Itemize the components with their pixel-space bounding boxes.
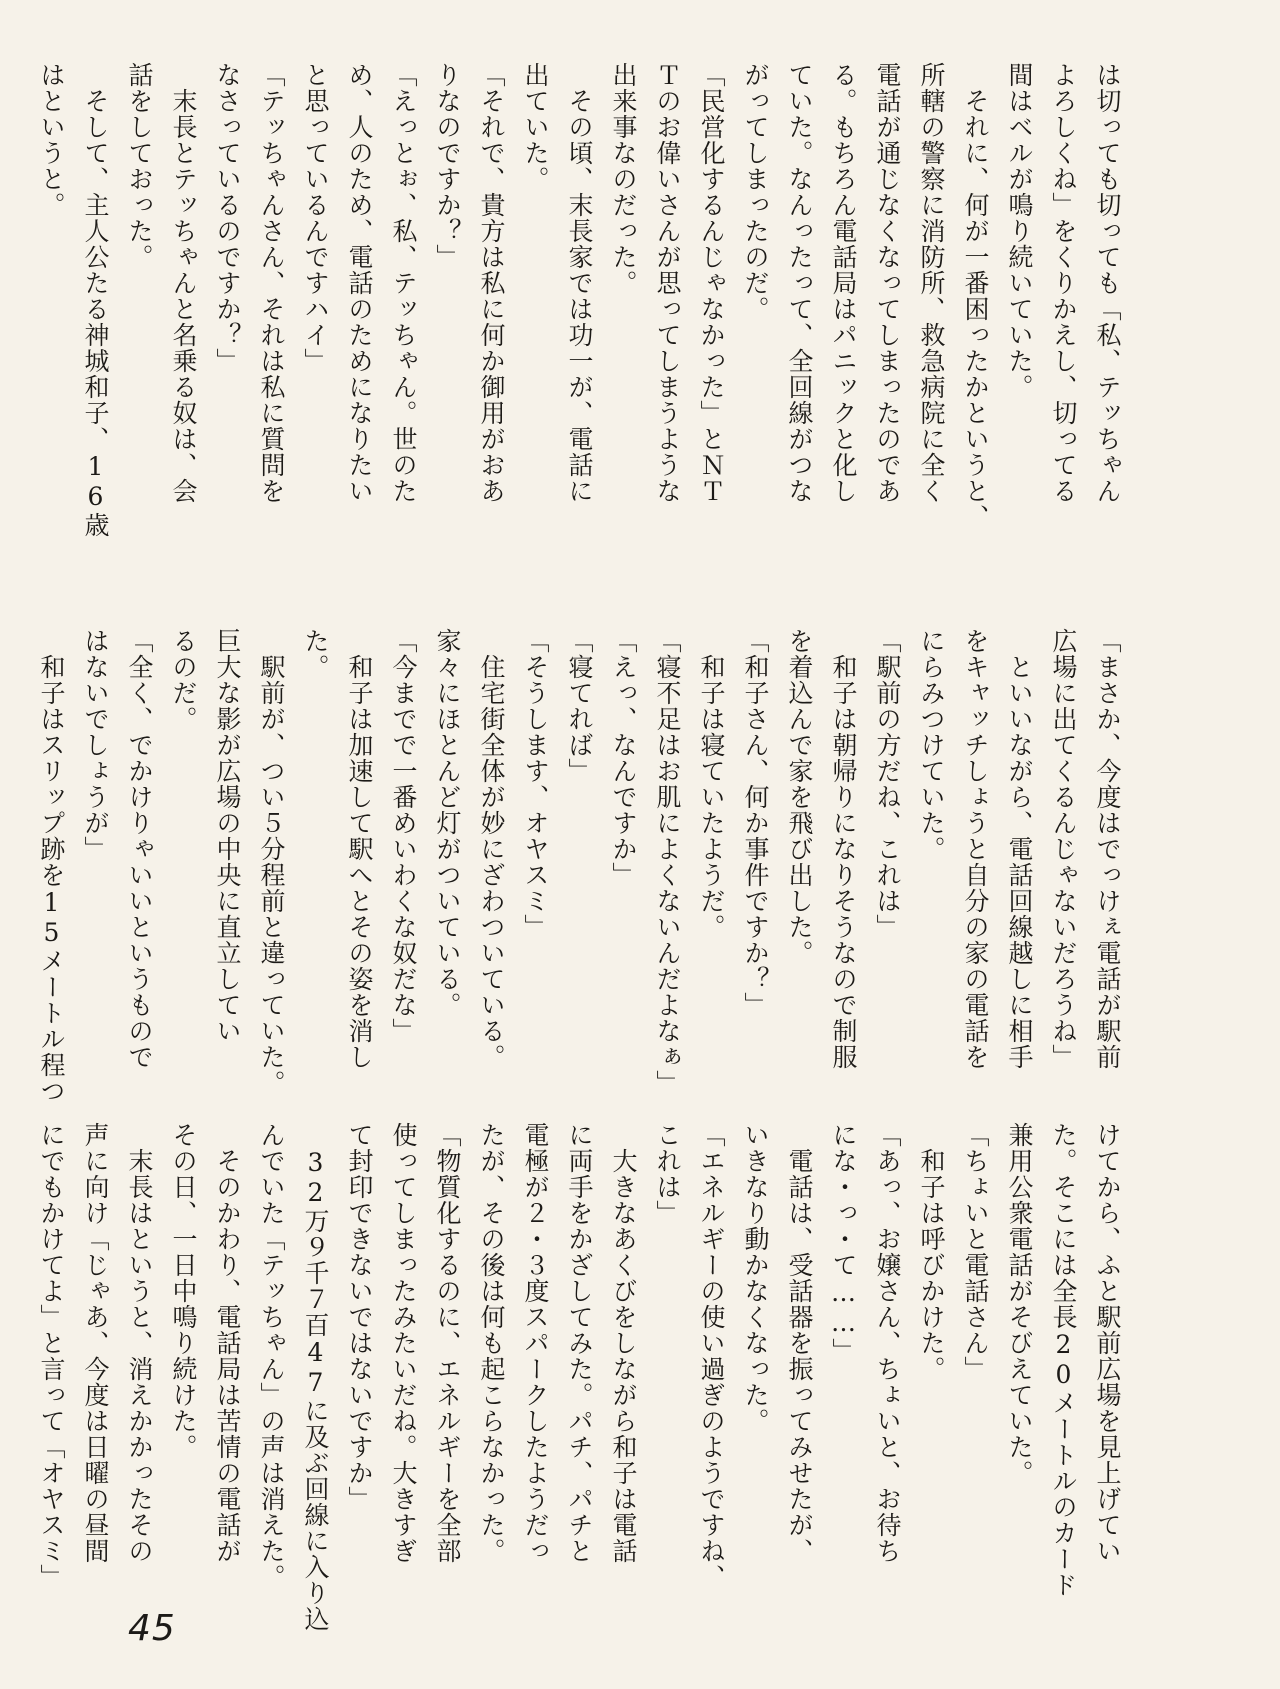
- text-column: を着込んで家を飛び出した。: [785, 628, 814, 966]
- text-column: 「ちょいと電話さん」: [961, 1122, 990, 1382]
- text-column: たが、その後は何も起こらなかった。: [477, 1122, 506, 1564]
- text-column: その頃、末長家では功一が、電話に: [565, 62, 594, 504]
- text-column: 和子は加速して駅へとその姿を消し: [345, 628, 374, 1070]
- text-column: 「テッちゃんさん、それは私に質問を: [257, 62, 286, 504]
- text-column: 大きなあくびをしながら和子は電話: [609, 1122, 638, 1564]
- text-column: にな・っ・て……」: [829, 1122, 858, 1364]
- text-column: 間はベルが鳴り続いていた。: [1005, 62, 1034, 400]
- text-column: ていた。なんったって、全回線がつな: [785, 62, 814, 504]
- text-column: 家々にほとんど灯がついている。: [433, 628, 462, 1018]
- text-column: 「全く、でかけりゃいいというもので: [125, 628, 154, 1070]
- text-column: けてから、ふと駅前広場を見上げてい: [1093, 1122, 1122, 1564]
- text-column: 兼用公衆電話がそびえていた。: [1005, 1122, 1034, 1486]
- text-column: これは」: [653, 1122, 682, 1226]
- text-column: 和子はスリップ跡を15メートル程つ: [37, 628, 66, 1104]
- text-column: そのかわり、電話局は苦情の電話が: [213, 1122, 242, 1564]
- text-column: 和子は呼びかけた。: [917, 1122, 946, 1382]
- text-column: は切っても切っても「私、テッちゃん: [1093, 62, 1122, 504]
- text-column: にでもかけてよ」と言って「オヤスミ」: [37, 1122, 66, 1590]
- text-column: 32万９千７百47に及ぶ回線に入り込: [301, 1122, 330, 1632]
- text-column: め、人のため、電話のためになりたい: [345, 62, 374, 504]
- text-column: るのだ。: [169, 628, 198, 732]
- text-column: 電極が２・３度スパークしたようだっ: [521, 1122, 550, 1564]
- text-column: 「エネルギーの使い過ぎのようですね、: [697, 1122, 726, 1590]
- text-column: た。そこには全長20メートルのカード: [1049, 1122, 1078, 1598]
- text-column: て封印できないではないですか」: [345, 1122, 374, 1512]
- text-column: に両手をかざしてみた。パチ、パチと: [565, 1122, 594, 1564]
- text-column: 巨大な影が広場の中央に直立してい: [213, 628, 242, 1044]
- text-column: にらみつけていた。: [917, 628, 946, 862]
- text-column: Ｔのお偉いさんが思ってしまうような: [653, 62, 682, 504]
- text-column: 「今までで一番めいわくな奴だな」: [389, 628, 418, 1044]
- text-column: それに、何が一番困ったかというと、: [961, 62, 990, 530]
- text-column: 声に向け「じゃあ、今度は日曜の昼間: [81, 1122, 110, 1564]
- text-column: 電話が通じなくなってしまったのであ: [873, 62, 902, 504]
- text-column: はというと。: [37, 62, 66, 218]
- text-column: 「寝不足はお肌によくないんだよなぁ」: [653, 628, 682, 1096]
- text-column: 和子は朝帰りになりそうなので制服: [829, 628, 858, 1070]
- text-column: 「えっとぉ、私、テッちゃん。世のた: [389, 62, 418, 504]
- text-column: りなのですか？」: [433, 62, 462, 270]
- text-column: 末長はというと、消えかかったその: [125, 1122, 154, 1564]
- text-column: 出ていた。: [521, 62, 550, 192]
- text-column: 「そうします、オヤスミ」: [521, 628, 550, 940]
- text-column: 出来事なのだった。: [609, 62, 638, 296]
- text-column: はないでしょうが」: [81, 628, 110, 862]
- text-column: 「あっ、お嬢さん、ちょいと、お待ち: [873, 1122, 902, 1564]
- text-column: 「まさか、今度はでっけぇ電話が駅前: [1093, 628, 1122, 1070]
- text-column: 所轄の警察に消防所、救急病院に全く: [917, 62, 946, 504]
- text-column: 和子は寝ていたようだ。: [697, 628, 726, 940]
- text-tier-top: [37, 62, 1128, 607]
- text-tier-middle: [37, 628, 1128, 1104]
- text-column: 話をしておった。: [125, 62, 154, 270]
- text-column: 広場に出てくるんじゃないだろうね」: [1049, 628, 1078, 1070]
- text-column: た。: [301, 628, 330, 680]
- text-column: と思っているんですハイ」: [301, 62, 330, 374]
- text-column: 「それで、貴方は私に何か御用がおあ: [477, 62, 506, 504]
- text-column: 使ってしまったみたいだね。大きすぎ: [389, 1122, 418, 1564]
- text-column: 「えっ、なんですか」: [609, 628, 638, 888]
- text-column: る。もちろん電話局はパニックと化し: [829, 62, 858, 504]
- text-column: といいながら、電話回線越しに相手: [1005, 628, 1034, 1070]
- text-column: そして、主人公たる神城和子、16歳: [81, 62, 110, 538]
- text-column: いきなり動かなくなった。: [741, 1122, 770, 1434]
- text-column: んでいた「テッちゃん」の声は消えた。: [257, 1122, 286, 1590]
- text-column: がってしまったのだ。: [741, 62, 770, 322]
- page-number: 45: [128, 1608, 176, 1649]
- text-column: 末長とテッちゃんと名乗る奴は、会: [169, 62, 198, 504]
- text-column: よろしくね」をくりかえし、切ってる: [1049, 62, 1078, 504]
- text-column: 駅前が、つい５分程前と違っていた。: [257, 628, 286, 1096]
- text-column: 「和子さん、何か事件ですか？」: [741, 628, 770, 1018]
- text-column: なさっているのですか？」: [213, 62, 242, 374]
- text-column: 「駅前の方だね、これは」: [873, 628, 902, 940]
- text-column: 住宅街全体が妙にざわついている。: [477, 628, 506, 1070]
- text-column: その日、一日中鳴り続けた。: [169, 1122, 198, 1460]
- text-column: 「民営化するんじゃなかった」とＮＴ: [697, 62, 726, 504]
- text-column: 「寝てれば」: [565, 628, 594, 784]
- text-column: をキャッチしょうと自分の家の電話を: [961, 628, 990, 1070]
- text-column: 「物質化するのに、エネルギーを全部: [433, 1122, 462, 1564]
- text-column: 電話は、受話器を振ってみせたが、: [785, 1122, 814, 1564]
